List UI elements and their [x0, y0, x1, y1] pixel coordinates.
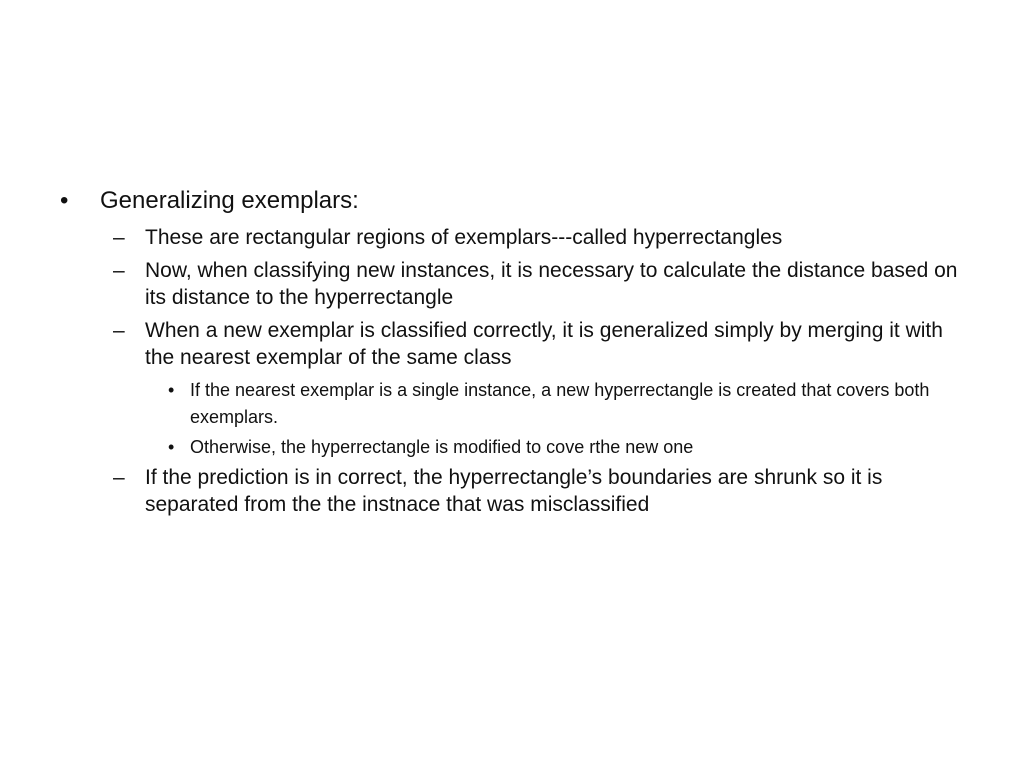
subbullet-correct-classification [113, 317, 965, 371]
subsubbullet-text: Otherwise, the hyperrectangle is modified to cove rthe new one [190, 437, 694, 457]
dash-marker: – [113, 466, 125, 489]
subbullet-text: These are rectangular regions of exemplars---called hyperrectangles [145, 226, 783, 249]
bullet-marker: • [60, 187, 69, 214]
bullet-heading-text: Generalizing exemplars: [100, 187, 359, 214]
subbullet-incorrect-prediction [113, 464, 965, 518]
subbullet-classifying-distance [113, 257, 965, 311]
subsubbullet-single-instance [168, 377, 970, 431]
bullet-marker: • [168, 437, 175, 457]
slide-body [58, 186, 978, 524]
dash-marker: – [113, 319, 125, 342]
bullet-marker: • [168, 380, 175, 400]
subbullet-text: Now, when classifying new instances, it is necessary to calculate the distance based on its distance to the hyperrectangle [145, 259, 958, 309]
subsubbullet-text: If the nearest exemplar is a single instance, a new hyperrectangle is created that covers both exemplars. [190, 380, 930, 427]
subsubbullet-otherwise [168, 434, 970, 461]
bullet-generalizing-exemplars [58, 186, 978, 216]
subbullet-text: If the prediction is in correct, the hyperrectangle’s boundaries are shrunk so it is separated from the the instnace that was misclassified [145, 466, 883, 516]
subbullet-hyperrectangles-definition [113, 224, 965, 251]
dash-marker: – [113, 226, 125, 249]
dash-marker: – [113, 259, 125, 282]
subbullet-text: When a new exemplar is classified correctly, it is generalized simply by merging it with the nearest exemplar of the same class [145, 319, 943, 369]
